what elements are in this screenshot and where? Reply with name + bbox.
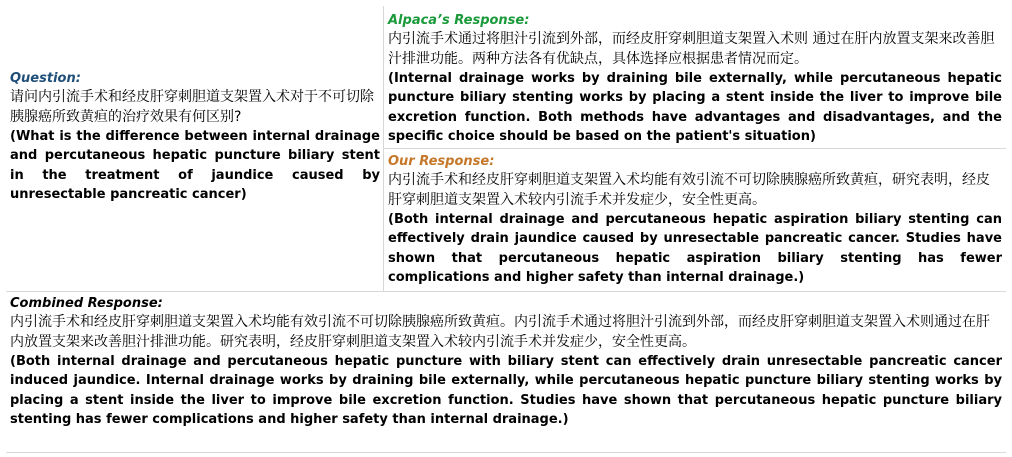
combined-response-label: Combined Response: bbox=[10, 296, 163, 311]
combined-row-divider bbox=[6, 291, 1006, 292]
question-chinese-text: 请问内引流手术和经皮肝穿刺胆道支架置入术对于不可切除胰腺癌所致黄疸的治疗效果有何区别? bbox=[10, 89, 374, 125]
our-response-cell bbox=[388, 153, 1002, 287]
question-label: Question: bbox=[10, 71, 81, 86]
alpaca-response-english-text: (Internal drainage works by draining bile externally, while percutaneous hepatic puncture biliary stenting works by placing a stent inside the liver to improve bile excretion function. Both methods have advantages and disadvantages, and the specific choice should be based on the patient's situation) bbox=[388, 71, 1002, 144]
our-response-label: Our Response: bbox=[388, 154, 495, 169]
our-response-english-text: (Both internal drainage and percutaneous hepatic aspiration biliary stenting can effectively drain jaundice caused by unresectable pancreatic cancer. Studies have shown that percutaneous hepatic aspiration biliary stenting has fewer complications and higher safety than internal drainage.) bbox=[388, 212, 1002, 285]
table-bottom-rule bbox=[6, 452, 1006, 453]
combined-response-chinese-text: 内引流手术和经皮肝穿刺胆道支架置入术均能有效引流不可切除胰腺癌所致黄疸。内引流手术通过将胆汁引流到外部，而经皮肝穿刺胆道支架置入术则通过在肝内放置支架来改善胆汁排泄功能。研究表明，经皮肝穿刺胆道支架置入术较内引流手术并发症少，安全性更高。 bbox=[10, 314, 990, 350]
combined-response-cell bbox=[10, 295, 1002, 429]
response-row-divider bbox=[383, 148, 1006, 149]
question-english-text: (What is the difference between internal drainage and percutaneous hepatic puncture biliary stent in the treatment of jaundice caused by unresectable pancreatic cancer) bbox=[10, 129, 380, 202]
combined-response-english-text: (Both internal drainage and percutaneous hepatic puncture with biliary stent can effectively drain unresectable pancreatic cancer induced jaundice. Internal drainage works by draining bile externally, while percutaneous hepatic puncture biliary stenting works by placing a stent inside the liver to improve bile excretion function. Studies have shown that percutaneous hepatic puncture biliary stenting has fewer complications and higher safety than internal drainage.) bbox=[10, 354, 1002, 427]
question-cell bbox=[10, 70, 380, 204]
alpaca-response-chinese-text: 内引流手术通过将胆汁引流到外部，而经皮肝穿刺胆道支架置入术则 通过在肝内放置支架来改善胆汁排泄功能。两种方法各有优缺点，具体选择应根据患者情况而定。 bbox=[388, 31, 995, 67]
alpaca-response-cell bbox=[388, 12, 1002, 146]
our-response-chinese-text: 内引流手术和经皮肝穿刺胆道支架置入术均能有效引流不可切除胰腺癌所致黄疸，研究表明，经皮肝穿刺胆道支架置入术较内引流手术并发症少，安全性更高。 bbox=[388, 172, 990, 208]
alpaca-response-label: Alpaca’s Response: bbox=[388, 13, 530, 28]
